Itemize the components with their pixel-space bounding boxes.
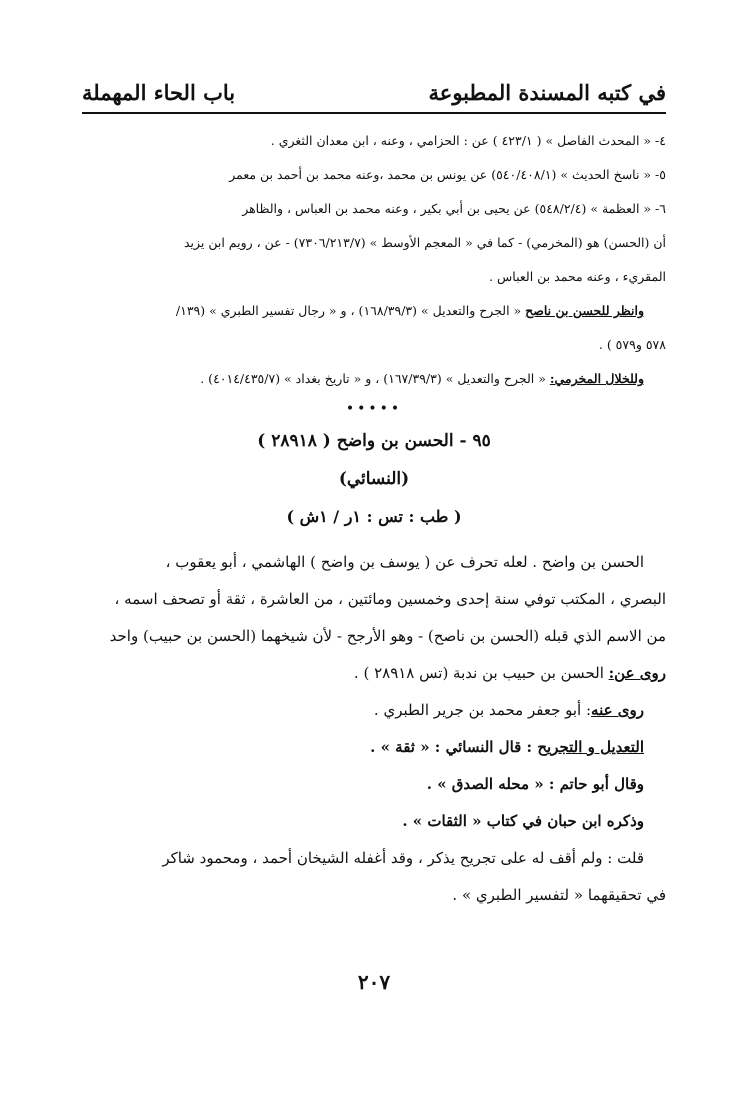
page-header (82, 72, 666, 114)
qultu-line: قلت : ولم أقف له على تجريح يذكر ، وقد أغفله الشيخان أحمد ، ومحمود شاكر (162, 849, 644, 867)
ibn-hibban-line: وذكره ابن حبان في كتاب « الثقات » . (402, 812, 644, 830)
see-also-label: وللخلال المخرمي: (549, 371, 644, 386)
note-line: المقريء ، وعنه محمد بن العباس . (489, 269, 666, 284)
narrated-by-text: : أبو جعفر محمد بن جرير الطبري . (373, 701, 592, 719)
abu-hatim-line: وقال أبو حاتم : « محله الصدق » . (426, 775, 644, 793)
header-chapter-title: باب الحاء المهملة (82, 79, 236, 105)
see-also-khallal (82, 362, 666, 396)
entry-subtitle: (النسائي) (338, 469, 410, 489)
note-line: ٤- « المحدث الفاصل » ( ٤٢٣/١ ) عن : الحزامي ، وعنه ، ابن معدان الثغري . (270, 133, 666, 148)
narrated-by-label: روى عنه (591, 701, 644, 719)
page-number: ٢٠٧ (357, 970, 391, 994)
note-line: ٦- « العظمة » (٥٤٨/٢/٤) عن يحيى بن أبي بكير ، وعنه محمد بن العباس ، والظاهر (242, 201, 666, 216)
header-book-title: في كتبه المسندة المطبوعة (428, 79, 666, 105)
paragraph-line: الحسن بن واضح . لعله تحرف عن ( يوسف بن واضح ) الهاشمي ، أبو يعقوب ، (165, 553, 644, 571)
note-line: ٥- « ناسخ الحديث » (٥٤٠/٤٠٨/١) عن يونس بن محمد ،وعنه محمد بن أحمد بن معمر (229, 167, 666, 182)
narrated-from-text: الحسن بن حبيب بن ندبة (تس ٢٨٩١٨ ) . (353, 664, 609, 682)
entry-codes: ( طب : تس : ١ر / ١ش ) (286, 507, 462, 526)
see-also-text: « الجرح والتعديل » (١٦٧/٣٩/٣) ، و « تاريخ بغداد » (٤٠١٤/٤٣٥/٧) . (200, 371, 546, 386)
evaluation-label: التعديل و التجريح (537, 738, 644, 756)
narrated-by (82, 692, 666, 729)
paragraph-line: البصري ، المكتب توفي سنة إحدى وخمسين ومائتين ، من العاشرة ، ثقة أو تصحف اسمه ، (114, 590, 666, 608)
page-body (82, 124, 666, 914)
evaluation (82, 729, 666, 766)
see-also-nasih (82, 294, 666, 328)
see-also-text: « الجرح والتعديل » (١٦٨/٣٩/٣) ، و « رجال تفسير الطبري » (١٣٩/ (175, 303, 522, 318)
evaluation-text: : قال النسائي : « ثقة » . (370, 738, 538, 756)
qultu-line: في تحقيقهما « لتفسير الطبري » . (452, 886, 666, 904)
see-also-continuation: ٥٧٨ و٥٧٩ ) . (598, 337, 666, 352)
entry-title: ٩٥ - الحسن بن واضح ( ٢٨٩١٨ ) (257, 431, 491, 451)
narrated-from (82, 655, 666, 692)
section-separator: ••••• (345, 401, 403, 417)
paragraph-line: من الاسم الذي قبله (الحسن بن ناصح) - وهو الأرجح - لأن شيخهما (الحسن بن حبيب) واحد (109, 627, 666, 645)
note-line: أن (الحسن) هو (المخرمي) - كما في « المعجم الأوسط » (٧٣٠٦/٢١٣/٧) - عن ، رويم ابن يزيد (183, 235, 666, 250)
narrated-from-label: روى عن: (608, 664, 666, 682)
see-also-label: وانظر للحسن بن ناصح (525, 303, 644, 318)
